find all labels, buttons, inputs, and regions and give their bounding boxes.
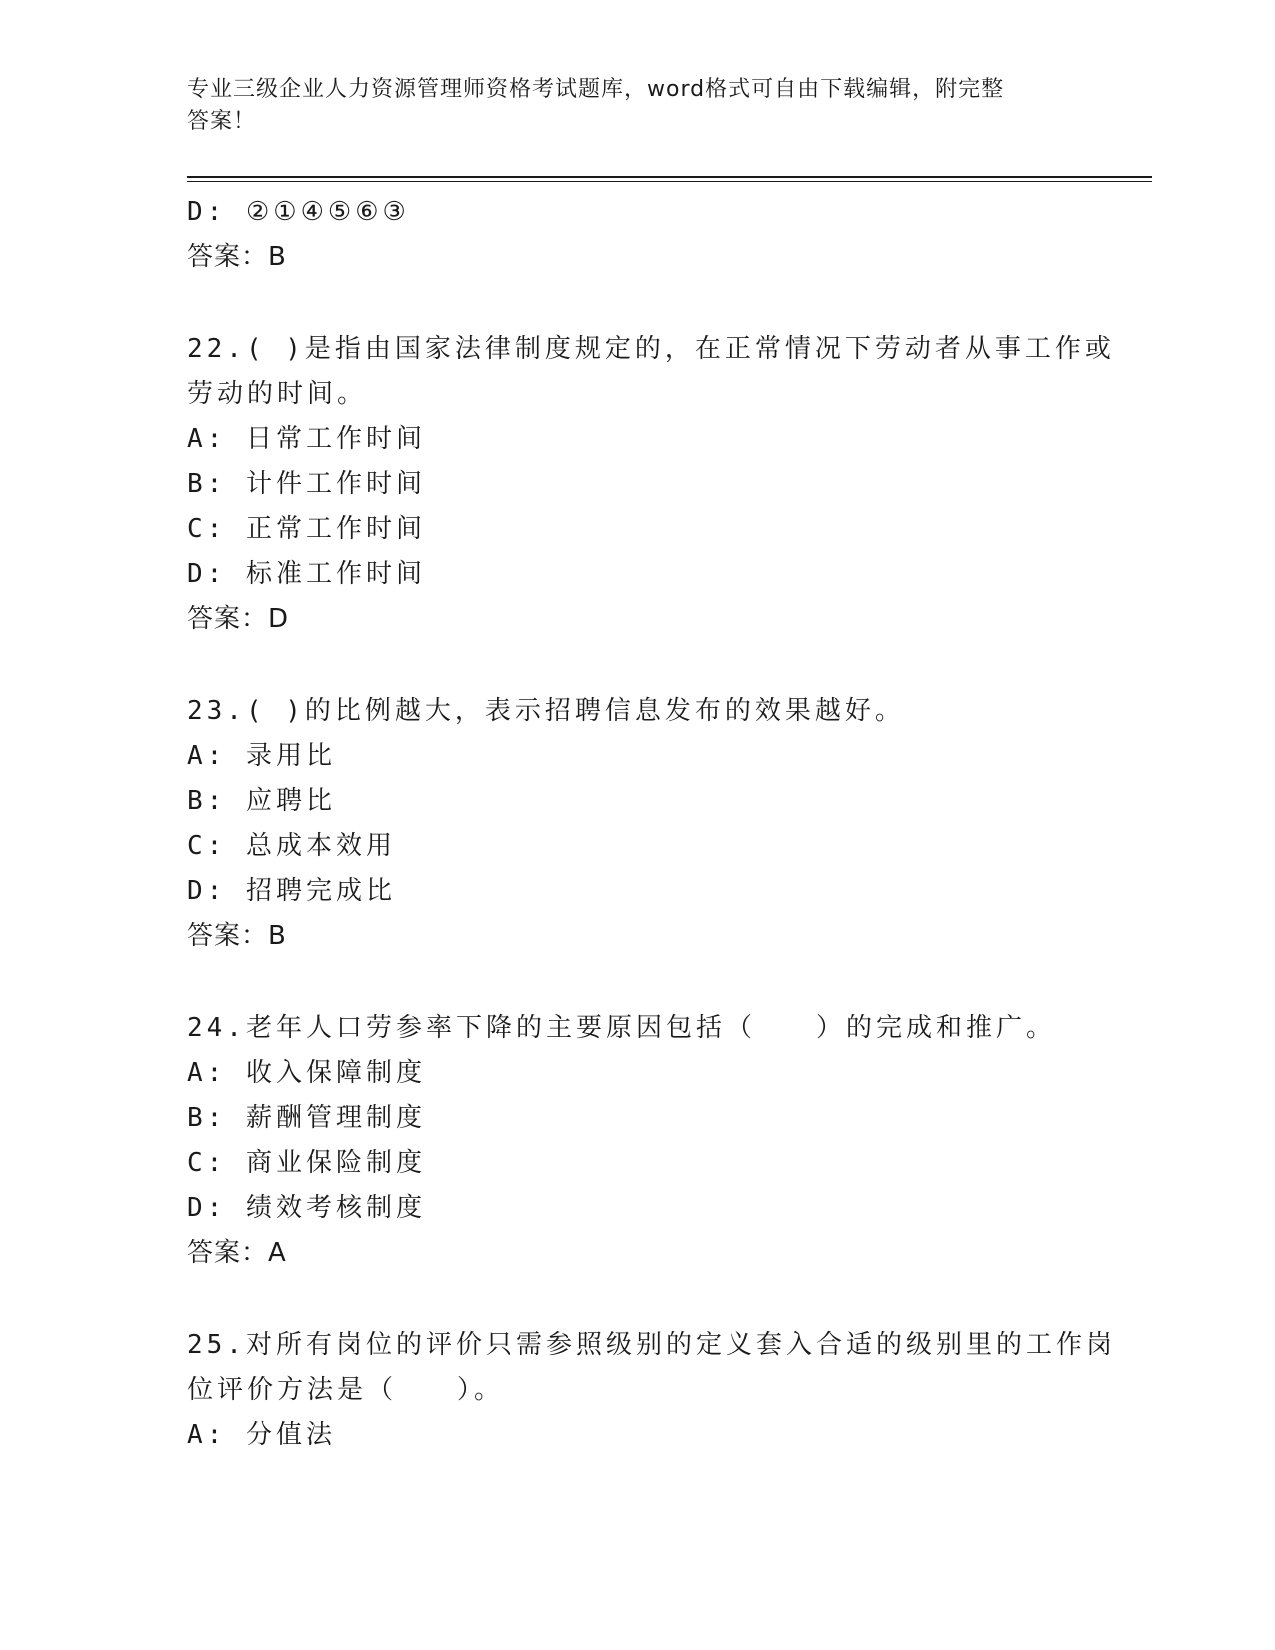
header-divider-thin [187, 181, 1152, 182]
page-header [187, 74, 1067, 138]
question-stem: 23.( )的比例越大，表示招聘信息发布的效果越好。 [187, 696, 905, 726]
option-a: A: 日常工作时间 [187, 424, 426, 454]
question-stem: 24.老年人口劳参率下降的主要原因包括（ ）的完成和推广。 [187, 1013, 1056, 1043]
question-25 [187, 1323, 1147, 1458]
question-23 [187, 689, 1147, 959]
answer-line: 答案：B [187, 921, 287, 951]
question-list [187, 190, 1147, 1458]
option-a: A: 分值法 [187, 1420, 336, 1450]
answer-line: 答案：A [187, 1238, 287, 1268]
question-22 [187, 327, 1147, 642]
question-stem: 22.( )是指由国家法律制度规定的，在正常情况下劳动者从事工作或 [187, 334, 1115, 364]
option-c: C: 正常工作时间 [187, 514, 426, 544]
option-a: A: 录用比 [187, 741, 336, 771]
answer-line: 答案：D [187, 604, 290, 634]
option-d: D: ②①④⑤⑥③ [187, 197, 410, 227]
option-d: D: 绩效考核制度 [187, 1193, 426, 1223]
header-line-1: 专业三级企业人力资源管理师资格考试题库，word格式可自由下载编辑，附完整 [187, 77, 1005, 102]
question-21-tail [187, 190, 1147, 280]
option-c: C: 商业保险制度 [187, 1148, 426, 1178]
spacer [187, 280, 1147, 327]
question-stem-continued: 位评价方法是（ ）。 [187, 1375, 505, 1405]
option-a: A: 收入保障制度 [187, 1058, 426, 1088]
option-b: B: 计件工作时间 [187, 469, 426, 499]
option-b: B: 应聘比 [187, 786, 336, 816]
header-line-2: 答案！ [187, 109, 257, 134]
spacer [187, 959, 1147, 1006]
header-divider-thick [187, 176, 1152, 178]
option-d: D: 招聘完成比 [187, 876, 396, 906]
spacer [187, 1276, 1147, 1323]
option-d: D: 标准工作时间 [187, 559, 426, 589]
question-24 [187, 1006, 1147, 1276]
answer-line: 答案：B [187, 242, 287, 272]
spacer [187, 642, 1147, 689]
option-c: C: 总成本效用 [187, 831, 396, 861]
question-stem-continued: 劳动的时间。 [187, 379, 368, 409]
option-b: B: 薪酬管理制度 [187, 1103, 426, 1133]
question-stem: 25.对所有岗位的评价只需参照级别的定义套入合适的级别里的工作岗 [187, 1330, 1116, 1360]
